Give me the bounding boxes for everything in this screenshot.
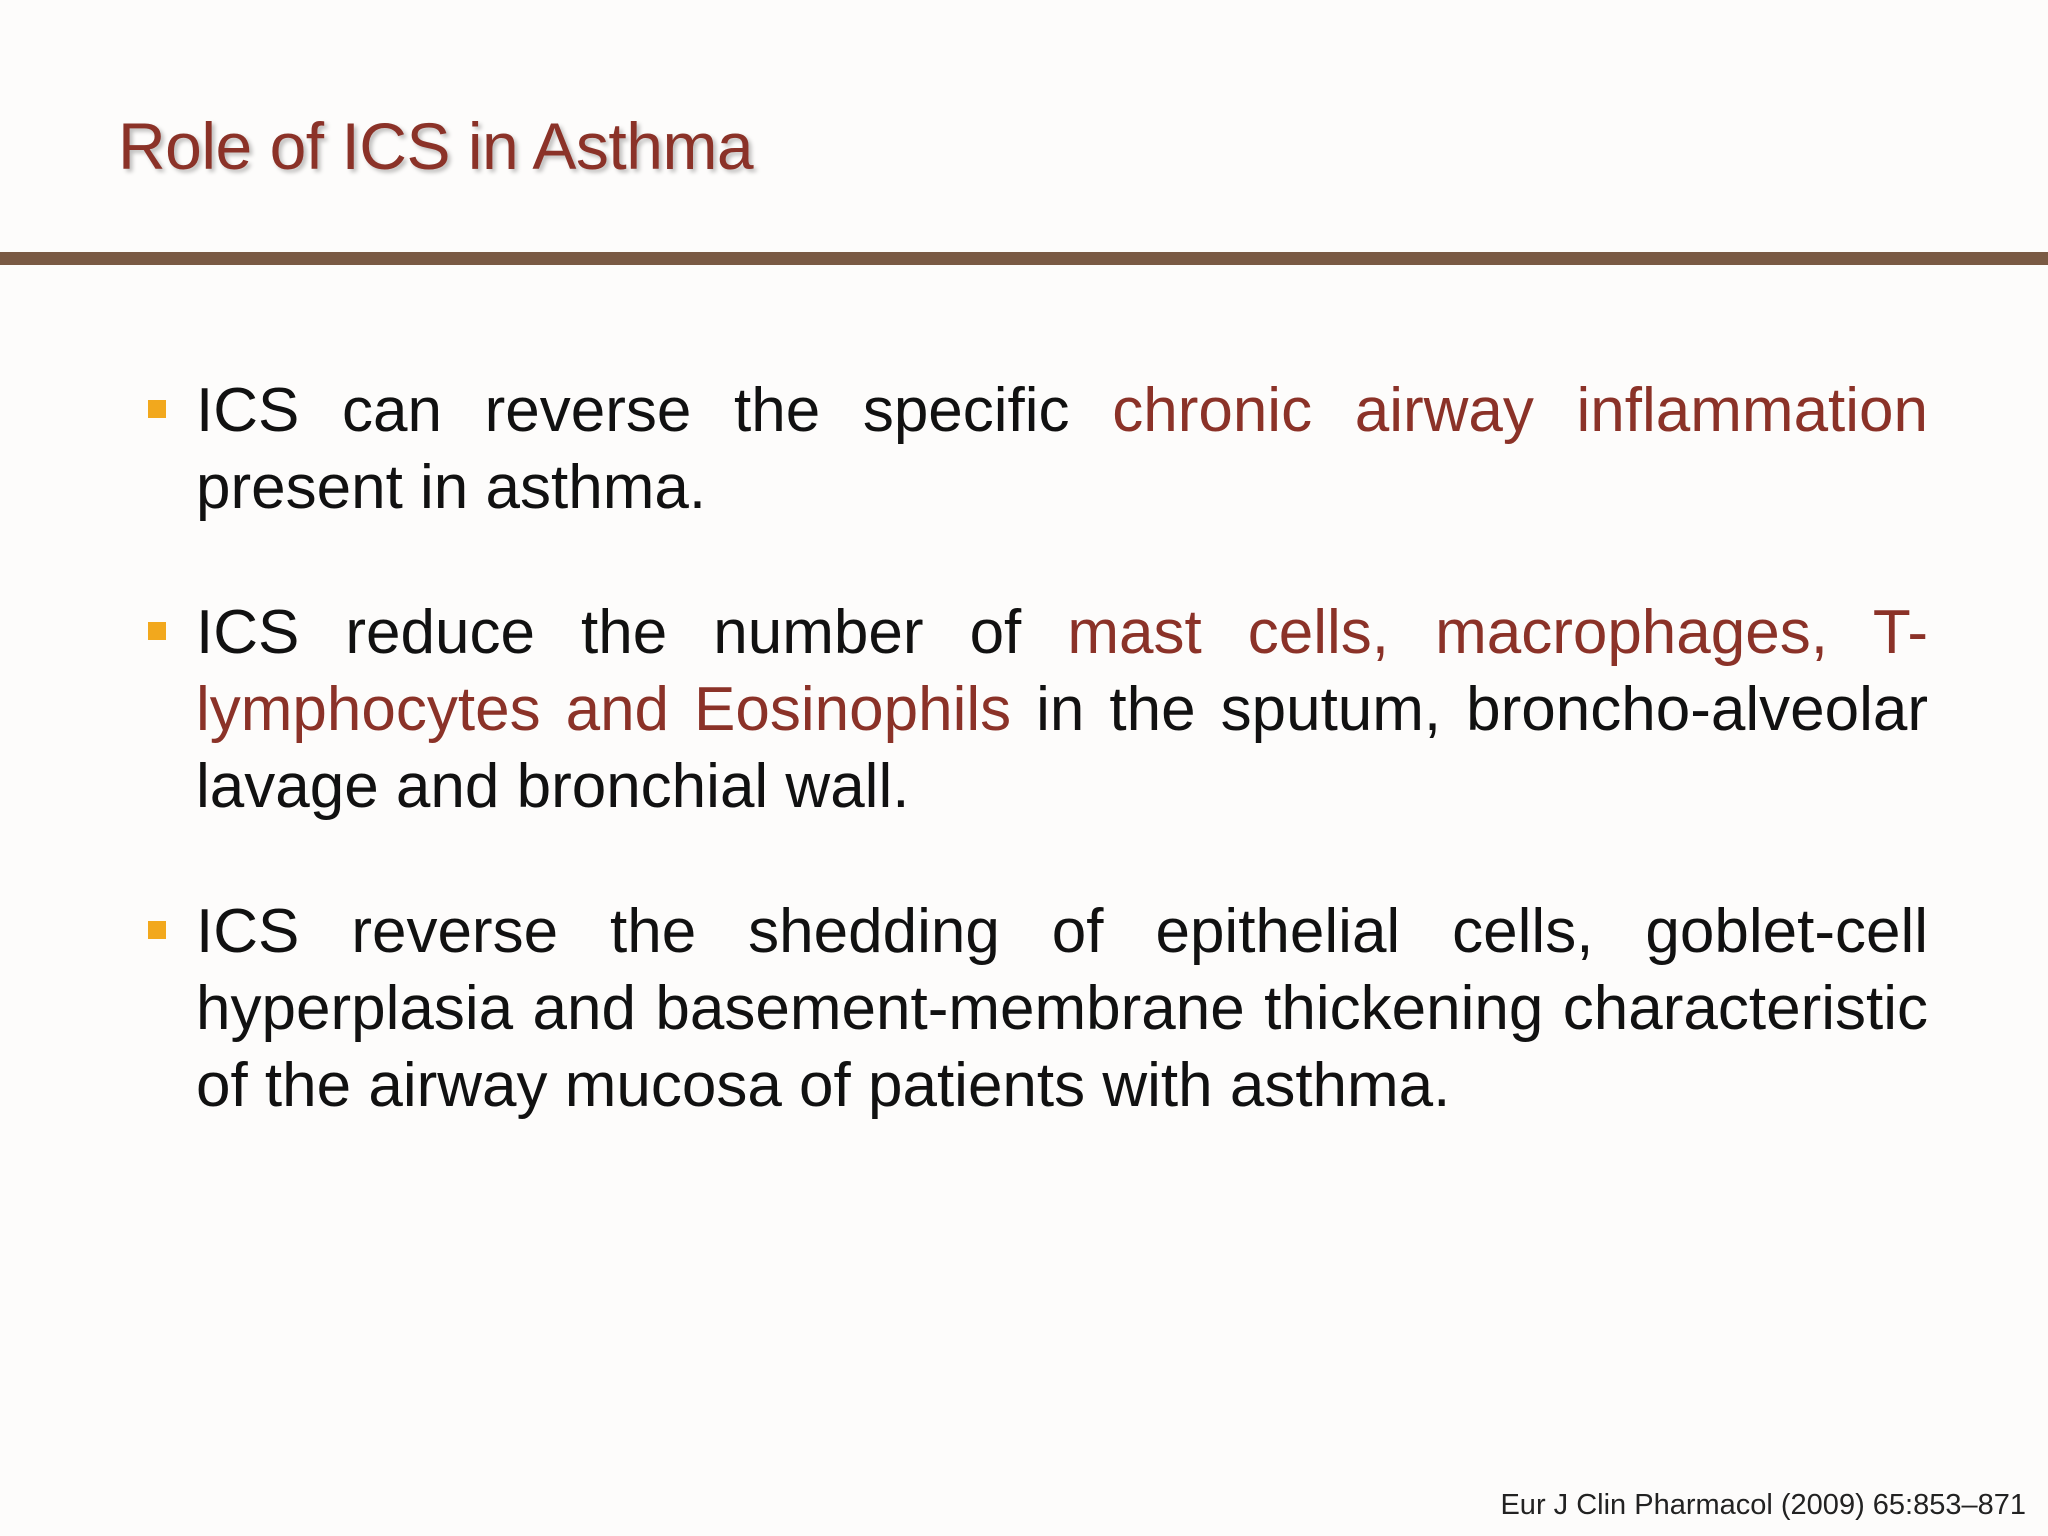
- bullet-text: [196, 893, 1928, 1124]
- square-bullet-icon: [148, 400, 166, 418]
- bullet-item: [148, 893, 1928, 1124]
- bullet-text: [196, 372, 1928, 526]
- bullet-list: [148, 372, 1928, 1192]
- square-bullet-icon: [148, 622, 166, 640]
- bullet-text-plain: present in asthma.: [196, 453, 707, 522]
- bullet-item: [148, 594, 1928, 825]
- slide-title: Role of ICS in Asthma: [118, 109, 754, 183]
- bullet-text-plain: in the sputum, broncho-alveolar lavage and bronchial wall.: [196, 675, 1928, 821]
- bullet-text-highlight: chronic airway inflammation: [1112, 376, 1929, 445]
- bullet-text-plain: ICS reduce the number of: [196, 598, 1068, 667]
- bullet-text-plain: ICS reverse the shedding of epithelial cells, goblet-cell hyperplasia and basement-membrane thickening characteristic of the airway mucosa of patients with asthma.: [196, 897, 1928, 1120]
- citation: Eur J Clin Pharmacol (2009) 65:853–871: [1500, 1489, 2026, 1521]
- title-divider: [0, 252, 2048, 265]
- bullet-text-highlight: mast cells, macrophages, T-lymphocytes and Eosinophils: [196, 598, 1928, 744]
- bullet-item: [148, 372, 1928, 526]
- bullet-text: [196, 594, 1928, 825]
- bullet-text-plain: ICS can reverse the specific: [196, 376, 1113, 445]
- square-bullet-icon: [148, 921, 166, 939]
